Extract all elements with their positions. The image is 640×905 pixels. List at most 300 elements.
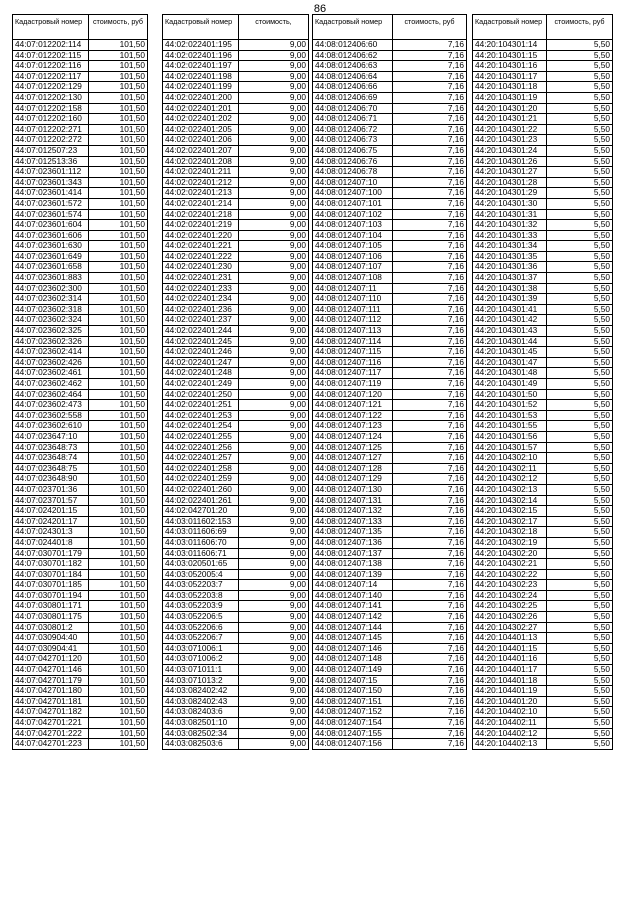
table-row (13, 124, 148, 135)
table-row (13, 431, 148, 442)
table-row (313, 315, 467, 326)
cost-cell: 5,50 (547, 230, 613, 241)
cost-cell: 9,00 (239, 601, 309, 612)
cost-cell: 101,50 (89, 92, 148, 103)
table-row (313, 379, 467, 390)
cadastral-number-cell: 44:20:104301:29 (473, 188, 547, 199)
cost-cell: 7,16 (393, 665, 467, 676)
cadastral-number-cell: 44:08:012406:63 (313, 61, 393, 72)
cost-cell: 7,16 (393, 124, 467, 135)
cost-cell: 9,00 (239, 559, 309, 570)
cadastral-number-cell: 44:08:012407:120 (313, 389, 393, 400)
table-row (13, 548, 148, 559)
cost-cell: 5,50 (547, 82, 613, 93)
cadastral-number-cell: 44:02:022401:214 (163, 198, 239, 209)
cadastral-number-cell: 44:02:022401:212 (163, 177, 239, 188)
cadastral-number-cell: 44:20:104301:57 (473, 442, 547, 453)
table-row (13, 569, 148, 580)
cadastral-number-cell: 44:03:052206:5 (163, 612, 239, 623)
cadastral-table-1 (12, 14, 148, 750)
cost-cell: 9,00 (239, 633, 309, 644)
cost-cell: 5,50 (547, 718, 613, 729)
cadastral-number-cell: 44:08:012407:150 (313, 686, 393, 697)
cadastral-number-cell: 44:02:022401:208 (163, 156, 239, 167)
cost-cell: 9,00 (239, 103, 309, 114)
table-row (473, 92, 613, 103)
cadastral-number-cell: 44:20:104301:28 (473, 177, 547, 188)
cost-cell: 9,00 (239, 643, 309, 654)
cost-cell: 5,50 (547, 209, 613, 220)
table-row (473, 389, 613, 400)
cost-cell: 101,50 (89, 569, 148, 580)
cadastral-number-cell: 44:02:022401:197 (163, 61, 239, 72)
cost-cell: 101,50 (89, 220, 148, 231)
cost-cell: 101,50 (89, 612, 148, 623)
cadastral-number-cell: 44:07:030801:171 (13, 601, 89, 612)
cadastral-number-cell: 44:03:082402:42 (163, 686, 239, 697)
page-number: 86 (313, 3, 327, 15)
cost-cell: 5,50 (547, 220, 613, 231)
cadastral-number-cell: 44:08:012407:135 (313, 527, 393, 538)
table-row (13, 622, 148, 633)
table-row (13, 92, 148, 103)
cadastral-number-cell: 44:03:071006:2 (163, 654, 239, 665)
cadastral-number-cell: 44:07:042701:222 (13, 728, 89, 739)
cost-cell: 9,00 (239, 220, 309, 231)
cadastral-number-cell: 44:07:030904:41 (13, 643, 89, 654)
table-row (473, 273, 613, 284)
table-row (473, 368, 613, 379)
table-row (313, 177, 467, 188)
cost-cell: 101,50 (89, 167, 148, 178)
cadastral-number-cell: 44:02:022401:221 (163, 241, 239, 252)
cadastral-number-cell: 44:08:012407:101 (313, 198, 393, 209)
cost-cell: 101,50 (89, 495, 148, 506)
cadastral-number-cell: 44:20:104301:53 (473, 410, 547, 421)
table-row (163, 654, 309, 665)
cost-cell: 101,50 (89, 453, 148, 464)
table-row (473, 220, 613, 231)
cost-cell: 101,50 (89, 739, 148, 750)
table-row (13, 686, 148, 697)
cadastral-number-cell: 44:08:012407:142 (313, 612, 393, 623)
table-row (473, 633, 613, 644)
cadastral-number-cell: 44:08:012407:127 (313, 453, 393, 464)
cost-cell: 101,50 (89, 474, 148, 485)
cost-cell: 7,16 (393, 421, 467, 432)
cost-cell: 7,16 (393, 686, 467, 697)
cadastral-number-cell: 44:07:030701:184 (13, 569, 89, 580)
cadastral-number-cell: 44:03:052206:6 (163, 622, 239, 633)
table-row (13, 643, 148, 654)
table-row (473, 548, 613, 559)
cost-cell: 101,50 (89, 273, 148, 284)
cadastral-number-cell: 44:02:042701:20 (163, 506, 239, 517)
cost-cell: 9,00 (239, 92, 309, 103)
table-row (313, 50, 467, 61)
cadastral-number-cell: 44:20:104301:50 (473, 389, 547, 400)
table-row (13, 283, 148, 294)
cadastral-number-cell: 44:07:012202:116 (13, 61, 89, 72)
cadastral-number-cell: 44:02:022401:236 (163, 304, 239, 315)
table-row (13, 167, 148, 178)
cadastral-number-cell: 44:03:052206:7 (163, 633, 239, 644)
table-row (13, 251, 148, 262)
cost-cell: 5,50 (547, 739, 613, 750)
table-row (313, 103, 467, 114)
table-row (313, 665, 467, 676)
cost-cell: 7,16 (393, 442, 467, 453)
cost-cell: 7,16 (393, 40, 467, 51)
cadastral-number-cell: 44:08:012406:75 (313, 145, 393, 156)
cadastral-number-cell: 44:07:023601:658 (13, 262, 89, 273)
cadastral-number-cell: 44:07:023602:461 (13, 368, 89, 379)
cost-cell: 5,50 (547, 463, 613, 474)
cost-cell: 7,16 (393, 484, 467, 495)
cadastral-table-4 (472, 14, 613, 750)
table-row (163, 601, 309, 612)
cadastral-number-cell: 44:03:011606:70 (163, 537, 239, 548)
table-row (473, 442, 613, 453)
table-row (13, 209, 148, 220)
cadastral-number-cell: 44:20:104401:15 (473, 643, 547, 654)
cost-cell: 101,50 (89, 410, 148, 421)
table-row (313, 188, 467, 199)
cadastral-number-cell: 44:20:104301:30 (473, 198, 547, 209)
cadastral-number-cell: 44:20:104301:14 (473, 40, 547, 51)
cost-cell: 101,50 (89, 283, 148, 294)
cost-cell: 9,00 (239, 463, 309, 474)
table-row (13, 82, 148, 93)
cost-cell: 7,16 (393, 675, 467, 686)
cost-cell: 101,50 (89, 262, 148, 273)
cadastral-number-cell: 44:20:104301:56 (473, 431, 547, 442)
cost-cell: 5,50 (547, 707, 613, 718)
table-row (473, 230, 613, 241)
cadastral-number-cell: 44:07:023602:414 (13, 347, 89, 358)
cadastral-number-cell: 44:08:012406:73 (313, 135, 393, 146)
cost-cell: 7,16 (393, 135, 467, 146)
table-row (313, 71, 467, 82)
table-row (163, 696, 309, 707)
cost-cell: 7,16 (393, 643, 467, 654)
cadastral-number-cell: 44:03:071013:2 (163, 675, 239, 686)
cadastral-number-cell: 44:07:024201:17 (13, 516, 89, 527)
cost-cell: 5,50 (547, 156, 613, 167)
cost-cell: 101,50 (89, 622, 148, 633)
cost-cell: 7,16 (393, 336, 467, 347)
table-row (163, 124, 309, 135)
cadastral-number-cell: 44:02:022401:222 (163, 251, 239, 262)
table-row (313, 262, 467, 273)
cost-cell: 101,50 (89, 728, 148, 739)
cost-cell: 9,00 (239, 209, 309, 220)
cadastral-number-cell: 44:20:104302:27 (473, 622, 547, 633)
table-row (313, 675, 467, 686)
table-row (163, 209, 309, 220)
table-row (473, 71, 613, 82)
table-row (163, 347, 309, 358)
cost-cell: 7,16 (393, 71, 467, 82)
table-row (313, 40, 467, 51)
cadastral-number-cell: 44:20:104301:20 (473, 103, 547, 114)
cost-cell: 7,16 (393, 294, 467, 305)
table-row (473, 612, 613, 623)
cadastral-number-cell: 44:20:104401:16 (473, 654, 547, 665)
cadastral-number-cell: 44:02:022401:196 (163, 50, 239, 61)
table-row (163, 71, 309, 82)
cost-cell: 101,50 (89, 379, 148, 390)
table-row (163, 527, 309, 538)
table-row (473, 463, 613, 474)
column-header-cadastral-number: Кадастровый номер (13, 15, 89, 40)
table-row (13, 273, 148, 284)
cost-cell: 101,50 (89, 209, 148, 220)
cost-cell: 5,50 (547, 453, 613, 464)
cost-cell: 7,16 (393, 601, 467, 612)
cadastral-number-cell: 44:20:104301:39 (473, 294, 547, 305)
cost-cell: 101,50 (89, 675, 148, 686)
table-row (313, 326, 467, 337)
table-row (313, 431, 467, 442)
table-row (13, 537, 148, 548)
table-row (13, 728, 148, 739)
cadastral-number-cell: 44:08:012407:128 (313, 463, 393, 474)
table-row (473, 347, 613, 358)
cost-cell: 7,16 (393, 590, 467, 601)
cadastral-number-cell: 44:07:030701:185 (13, 580, 89, 591)
cost-cell: 5,50 (547, 484, 613, 495)
cost-cell: 7,16 (393, 156, 467, 167)
table-row (13, 484, 148, 495)
cost-cell: 5,50 (547, 241, 613, 252)
table-row (313, 612, 467, 623)
cadastral-number-cell: 44:02:022401:213 (163, 188, 239, 199)
cost-cell: 5,50 (547, 368, 613, 379)
table-row (163, 421, 309, 432)
cost-cell: 101,50 (89, 124, 148, 135)
cadastral-number-cell: 44:08:012407:113 (313, 326, 393, 337)
cadastral-number-cell: 44:02:022401:237 (163, 315, 239, 326)
table-row (473, 495, 613, 506)
cadastral-number-cell: 44:07:023701:36 (13, 484, 89, 495)
cost-cell: 9,00 (239, 114, 309, 125)
cost-cell: 7,16 (393, 612, 467, 623)
table-row (163, 686, 309, 697)
cost-cell: 7,16 (393, 548, 467, 559)
cadastral-table-3 (312, 14, 467, 750)
table-row (13, 103, 148, 114)
cadastral-number-cell: 44:07:023602:473 (13, 400, 89, 411)
cost-cell: 101,50 (89, 559, 148, 570)
cadastral-number-cell: 44:07:042701:180 (13, 686, 89, 697)
table-row (163, 580, 309, 591)
cost-cell: 7,16 (393, 516, 467, 527)
cadastral-number-cell: 44:08:012407:123 (313, 421, 393, 432)
cost-cell: 9,00 (239, 506, 309, 517)
cadastral-number-cell: 44:07:012513:36 (13, 156, 89, 167)
cadastral-number-cell: 44:07:023602:610 (13, 421, 89, 432)
cadastral-number-cell: 44:07:023602:318 (13, 304, 89, 315)
cadastral-number-cell: 44:02:022401:201 (163, 103, 239, 114)
cadastral-number-cell: 44:03:052005:4 (163, 569, 239, 580)
cadastral-number-cell: 44:20:104402:10 (473, 707, 547, 718)
table-row (313, 135, 467, 146)
table-row (473, 357, 613, 368)
table-row (163, 410, 309, 421)
cadastral-number-cell: 44:20:104301:23 (473, 135, 547, 146)
table-row (163, 495, 309, 506)
table-row (163, 590, 309, 601)
cadastral-number-cell: 44:20:104301:32 (473, 220, 547, 231)
table-row (473, 696, 613, 707)
cadastral-number-cell: 44:08:012407:133 (313, 516, 393, 527)
cadastral-number-cell: 44:20:104301:18 (473, 82, 547, 93)
cost-cell: 5,50 (547, 347, 613, 358)
cost-cell: 101,50 (89, 516, 148, 527)
cost-cell: 7,16 (393, 273, 467, 284)
cadastral-number-cell: 44:07:024201:15 (13, 506, 89, 517)
cadastral-number-cell: 44:08:012407:136 (313, 537, 393, 548)
cadastral-number-cell: 44:20:104301:38 (473, 283, 547, 294)
table-row (163, 156, 309, 167)
cadastral-number-cell: 44:02:022401:200 (163, 92, 239, 103)
cost-cell: 9,00 (239, 389, 309, 400)
cadastral-number-cell: 44:02:022401:245 (163, 336, 239, 347)
cost-cell: 7,16 (393, 326, 467, 337)
cadastral-number-cell: 44:20:104301:47 (473, 357, 547, 368)
cost-cell: 7,16 (393, 696, 467, 707)
cost-cell: 5,50 (547, 283, 613, 294)
table-row (473, 686, 613, 697)
cost-cell: 9,00 (239, 294, 309, 305)
cost-cell: 9,00 (239, 198, 309, 209)
cost-cell: 5,50 (547, 516, 613, 527)
cost-cell: 101,50 (89, 718, 148, 729)
cadastral-number-cell: 44:02:022401:250 (163, 389, 239, 400)
cost-cell: 9,00 (239, 516, 309, 527)
cadastral-number-cell: 44:20:104401:17 (473, 665, 547, 676)
cadastral-number-cell: 44:03:011602:153 (163, 516, 239, 527)
cadastral-number-cell: 44:20:104302:21 (473, 559, 547, 570)
table-row (473, 537, 613, 548)
cost-cell: 7,16 (393, 463, 467, 474)
cost-cell: 7,16 (393, 633, 467, 644)
table-row (13, 506, 148, 517)
cost-cell: 101,50 (89, 463, 148, 474)
cadastral-number-cell: 44:20:104301:22 (473, 124, 547, 135)
cadastral-number-cell: 44:03:082502:34 (163, 728, 239, 739)
cadastral-number-cell: 44:07:023602:464 (13, 389, 89, 400)
cadastral-number-cell: 44:08:012407:105 (313, 241, 393, 252)
cost-cell: 9,00 (239, 527, 309, 538)
cadastral-number-cell: 44:20:104301:48 (473, 368, 547, 379)
table-row (313, 357, 467, 368)
cost-cell: 101,50 (89, 145, 148, 156)
cost-cell: 5,50 (547, 145, 613, 156)
cost-cell: 5,50 (547, 675, 613, 686)
table-row (163, 665, 309, 676)
cadastral-number-cell: 44:02:022401:256 (163, 442, 239, 453)
cadastral-number-cell: 44:02:022401:248 (163, 368, 239, 379)
cadastral-number-cell: 44:02:022401:195 (163, 40, 239, 51)
table-row (313, 516, 467, 527)
cost-cell: 9,00 (239, 262, 309, 273)
table-row (13, 379, 148, 390)
cadastral-number-cell: 44:03:082501:10 (163, 718, 239, 729)
column-header-cost: стоимость, (239, 15, 309, 40)
table-row (163, 294, 309, 305)
table-row (163, 728, 309, 739)
table-row (163, 718, 309, 729)
cadastral-number-cell: 44:02:022401:231 (163, 273, 239, 284)
cost-cell: 5,50 (547, 103, 613, 114)
table-row (473, 506, 613, 517)
cadastral-number-cell: 44:08:012406:60 (313, 40, 393, 51)
table-row (13, 718, 148, 729)
cadastral-number-cell: 44:08:012406:69 (313, 92, 393, 103)
table-row (13, 135, 148, 146)
cadastral-number-cell: 44:08:012407:11 (313, 283, 393, 294)
cost-cell: 101,50 (89, 198, 148, 209)
cost-cell: 5,50 (547, 177, 613, 188)
cost-cell: 9,00 (239, 347, 309, 358)
cost-cell: 9,00 (239, 230, 309, 241)
cadastral-number-cell: 44:08:012406:76 (313, 156, 393, 167)
cost-cell: 5,50 (547, 251, 613, 262)
table-row (13, 675, 148, 686)
cadastral-number-cell: 44:07:023601:649 (13, 251, 89, 262)
table-row (473, 622, 613, 633)
table-row (13, 357, 148, 368)
cost-cell: 101,50 (89, 527, 148, 538)
table-row (473, 675, 613, 686)
cost-cell: 101,50 (89, 135, 148, 146)
cost-cell: 9,00 (239, 421, 309, 432)
table-row (473, 739, 613, 750)
table-row (313, 686, 467, 697)
table-row (163, 61, 309, 72)
table-row (163, 92, 309, 103)
cadastral-number-cell: 44:08:012407:124 (313, 431, 393, 442)
cost-cell: 5,50 (547, 421, 613, 432)
cost-cell: 101,50 (89, 707, 148, 718)
cost-cell: 5,50 (547, 495, 613, 506)
cost-cell: 101,50 (89, 251, 148, 262)
cost-cell: 5,50 (547, 431, 613, 442)
cadastral-number-cell: 44:20:104401:18 (473, 675, 547, 686)
cost-cell: 101,50 (89, 442, 148, 453)
cadastral-number-cell: 44:20:104302:12 (473, 474, 547, 485)
table-row (473, 283, 613, 294)
table-row (163, 389, 309, 400)
cadastral-number-cell: 44:02:022401:251 (163, 400, 239, 411)
cadastral-number-cell: 44:02:022401:247 (163, 357, 239, 368)
cost-cell: 9,00 (239, 50, 309, 61)
table-row (313, 61, 467, 72)
cadastral-number-cell: 44:08:012406:62 (313, 50, 393, 61)
table-row (473, 61, 613, 72)
table-row (13, 156, 148, 167)
cost-cell: 7,16 (393, 167, 467, 178)
cadastral-number-cell: 44:20:104402:12 (473, 728, 547, 739)
cost-cell: 101,50 (89, 294, 148, 305)
table-row (473, 654, 613, 665)
cost-cell: 7,16 (393, 474, 467, 485)
table-row (313, 495, 467, 506)
cadastral-number-cell: 44:02:022401:249 (163, 379, 239, 390)
cost-cell: 9,00 (239, 156, 309, 167)
